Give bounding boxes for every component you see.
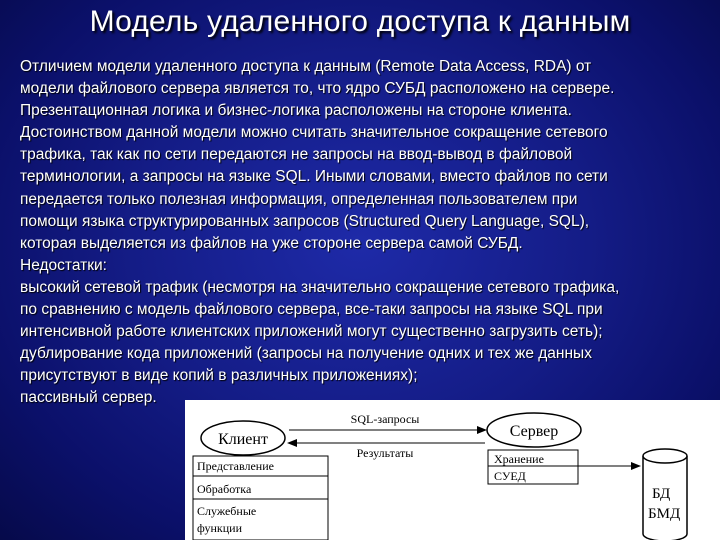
server-db-arrowhead xyxy=(631,462,641,470)
body-line: Отличием модели удаленного доступа к данным (Remote Data Access, RDA) от xyxy=(20,58,592,75)
db-label-bd: БД xyxy=(652,486,671,502)
results-arrowhead xyxy=(287,439,297,447)
server-row-dbms: СУЕД xyxy=(494,469,526,483)
client-row-presentation: Представление xyxy=(197,459,274,473)
rda-diagram xyxy=(185,400,720,540)
body-line: трафика, так как по сети передаются не запросы на ввод-вывод в файловой xyxy=(20,146,573,164)
sql-arrowhead xyxy=(477,426,487,434)
drawbacks-heading: Недостатки: xyxy=(20,256,107,274)
body-line: интенсивной работе клиентских приложений могут существенно загрузить сеть); xyxy=(20,323,603,341)
body-line: модели файлового сервера является то, что ядро СУБД расположено на сервере. xyxy=(20,80,615,98)
client-label: Клиент xyxy=(218,431,268,448)
body-line: дублирование кода приложений (запросы на получение одних и тех же данных xyxy=(20,345,592,363)
body-line: помощи языка структурированных запросов (Structured Query Language, SQL), xyxy=(20,212,590,230)
client-row-service: Служебные xyxy=(197,504,257,518)
slide-body xyxy=(20,56,715,410)
body-line: которая выделяется из файлов на уже стороне сервера самой СУБД. xyxy=(20,234,523,252)
body-line: присутствуют в виде копий в различных приложениях); xyxy=(20,367,418,385)
body-line: передается только полезная информация, определенная пользователем при xyxy=(20,190,578,208)
body-line: высокий сетевой трафик (несмотря на значительно сокращение сетевого трафика, xyxy=(20,278,620,296)
db-label-bmd: БМД xyxy=(648,506,681,522)
body-line: по сравнению с модель файлового сервера, все-таки запросы на языке SQL при xyxy=(20,301,603,319)
body-line: терминологии, а запросы на языке SQL. Иными словами, вместо файлов по сети xyxy=(20,168,608,186)
server-row-storage: Хранение xyxy=(494,452,544,466)
server-label: Сервер xyxy=(509,423,559,440)
sql-label: SQL-запросы xyxy=(350,412,420,426)
client-row-functions: функции xyxy=(197,521,242,535)
results-label: Результаты xyxy=(356,446,414,460)
body-line: пассивный сервер. xyxy=(20,389,157,407)
client-row-processing: Обработка xyxy=(197,482,252,496)
body-line: Презентационная логика и бизнес-логика расположены на стороне клиента. xyxy=(20,102,572,120)
rda-diagram-svg xyxy=(185,400,720,540)
slide-title: Модель удаленного доступа к данным xyxy=(89,5,631,38)
body-line: Достоинством данной модели можно считать значительное сокращение сетевого xyxy=(20,124,608,142)
